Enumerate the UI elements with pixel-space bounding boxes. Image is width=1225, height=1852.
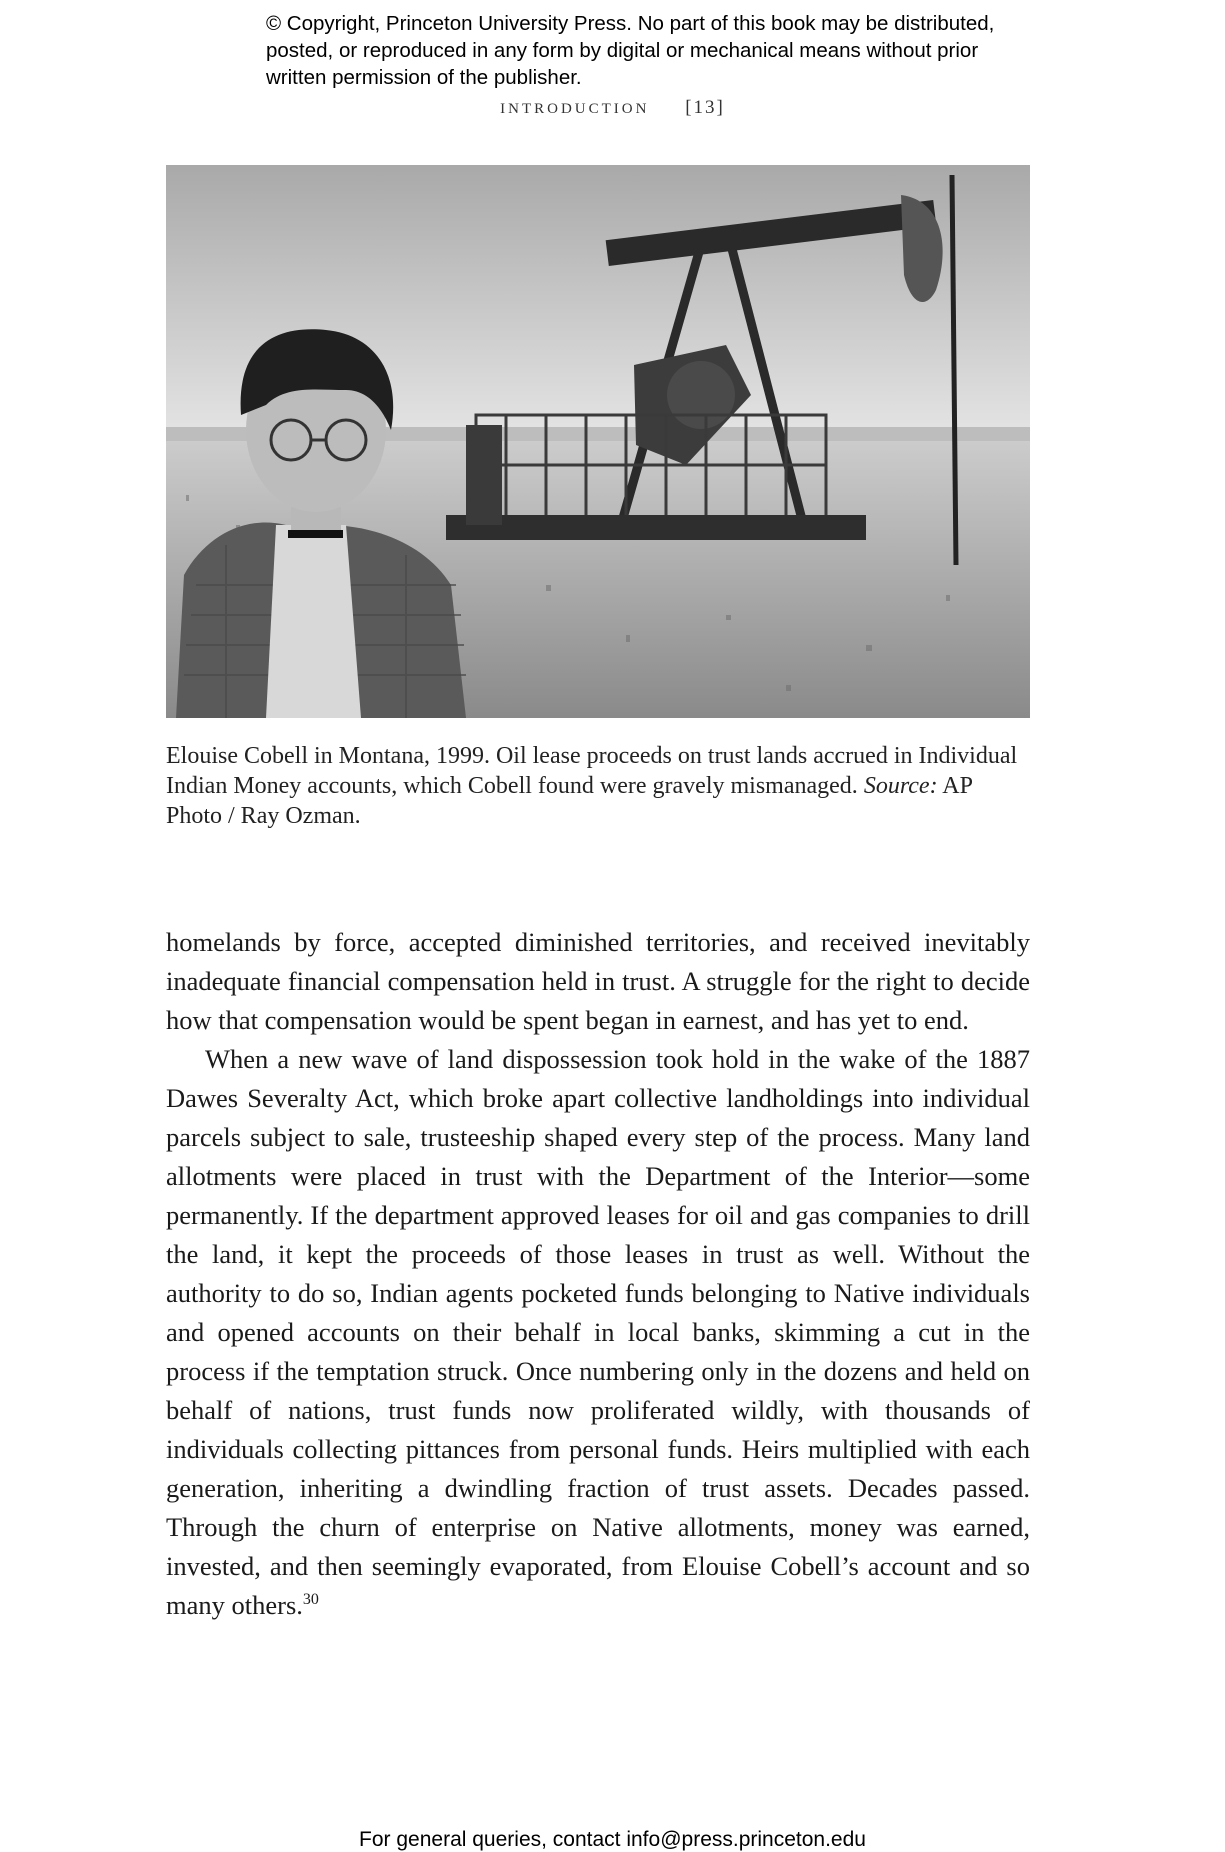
running-head [0,94,1225,119]
caption-source: AP Photo / Ray Ozman. [166,773,973,829]
figure-photo [166,165,1030,718]
caption-source-label: Source: [863,773,938,799]
photo-illustration [166,165,1030,718]
paragraph-1: homelands by force, accepted diminished territories, and received inevitably inadequate financial compensation held in trust. A struggle for the right to decide how that compensation would be spent began in earnest, and has yet to end. [166,927,1030,1035]
footnote-reference[interactable]: 30 [302,1591,319,1609]
page-number: [13] [685,97,725,118]
footer-contact: For general queries, contact info@press.princeton.edu [359,1828,866,1851]
caption-text: Elouise Cobell in Montana, 1999. Oil lease proceeds on trust lands accrued in Individual Indian Money accounts, which Cobell found were gravely mismanaged. [166,743,1018,799]
running-head-title: introduction [500,94,650,118]
paragraph-2 [166,1040,1030,1625]
copyright-notice: © Copyright, Princeton University Press. No part of this book may be distributed, posted, or reproduced in any form by digital or mechanical means without prior written permission of the publisher. [266,12,995,89]
paragraph-2-text: When a new wave of land dispossession took hold in the wake of the 1887 Dawes Severalty Act, which broke apart collective landholdings into individual parcels subject to sale, trusteeship shaped every step of the process. Many land allotments were placed in trust with the Department of the Interior—some permanently. If the department approved leases for oil and gas companies to drill the land, it kept the proceeds of those leases in trust as well. Without the authority to do so, Indian agents pocketed funds belonging to Native individuals and opened accounts on their behalf in local banks, skimming a cut in the process if the temptation struck. Once numbering only in the dozens and held on behalf of nations, trust funds now proliferated wildly, with thousands of individuals collecting pittances from personal funds. Heirs multiplied with each generation, inheriting a dwindling fraction of trust assets. Decades passed. Through the churn of enterprise on Native allotments, money was earned, invested, and then seemingly evaporated, from Elouise Cobell’s account and so many others. [166,1044,1030,1620]
figure-caption [166,741,1030,831]
body-text [166,923,1030,1625]
